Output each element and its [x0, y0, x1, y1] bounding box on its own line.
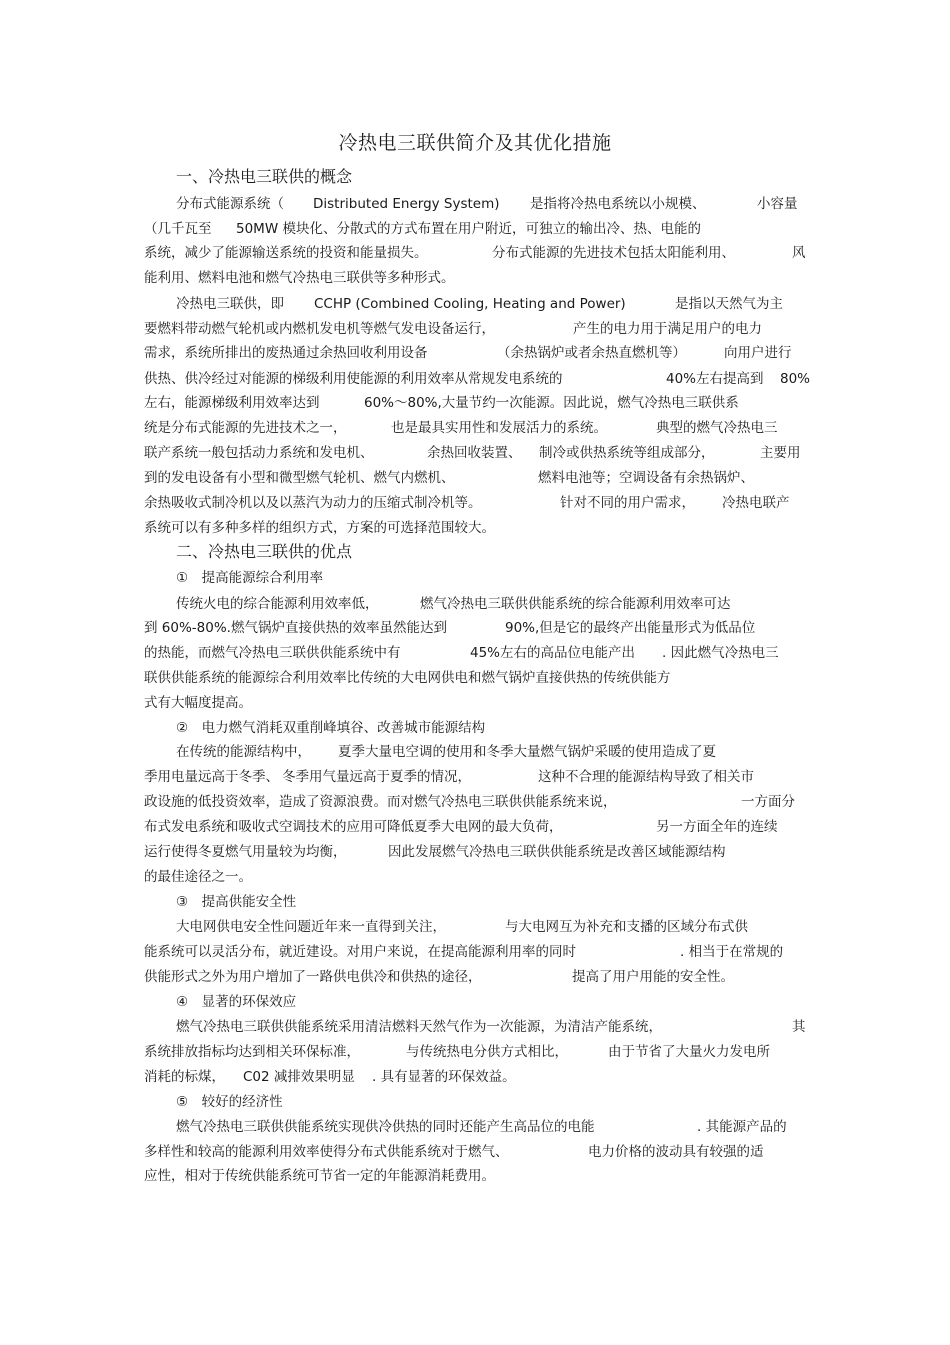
text-segment: 燃气冷热电三联供供能系统采用清洁燃料天然气作为一次能源，为清洁产能系统，: [176, 1019, 662, 1035]
text-segment: 要燃料带动燃气轮机或内燃机发电机等燃气发电设备运行，: [144, 321, 495, 337]
section-heading: 一、冷热电三联供的概念: [176, 167, 353, 186]
text-segment: CCHP (Combined Cooling, Heating and Power): [314, 296, 626, 312]
text-segment: 由于节省了大量火力发电所: [608, 1044, 770, 1060]
list-item-heading: ⑤ 较好的经济性: [176, 1094, 283, 1110]
text-segment: 分布式能源的先进技术包括太阳能利用、: [492, 245, 735, 261]
text-segment: 这种不合理的能源结构导致了相关市: [538, 769, 754, 785]
text-segment: 运行使得冬夏燃气用量较为均衡，: [144, 844, 347, 860]
text-segment: 冬季用气量远高于夏季的情况，: [282, 769, 471, 785]
text-segment: 与传统热电分供方式相比，: [406, 1044, 568, 1060]
list-item-heading: ③ 提高供能安全性: [176, 894, 297, 910]
text-segment: 风: [792, 245, 806, 261]
text-segment: . 具有显著的环保效益。: [372, 1069, 516, 1085]
text-segment: 因此发展燃气冷热电三联供供能系统是改善区域能源结构: [388, 844, 726, 860]
text-segment: . 其能源产品的: [697, 1119, 787, 1135]
list-item-heading: ① 提高能源综合利用率: [176, 570, 324, 586]
text-segment: 典型的燃气冷热电三: [656, 420, 778, 436]
text-segment: 能利用、燃料电池和燃气冷热电三联供等多种形式。: [144, 270, 455, 286]
text-segment: 需求，系统所排出的废热通过余热回收利用设备: [144, 345, 428, 361]
text-segment: 主要用: [760, 445, 801, 461]
text-segment: 夏季大量电空调的使用和冬季大量燃气锅炉采暖的使用造成了夏: [338, 744, 716, 760]
text-segment: 系统排放指标均达到相关环保标准，: [144, 1044, 360, 1060]
text-segment: 产生的电力用于满足用户的电力: [573, 321, 762, 337]
text-segment: 电力价格的波动具有较强的适: [588, 1144, 764, 1160]
text-segment: （几千瓦至: [144, 221, 212, 237]
text-segment: 供能形式之外为用户增加了一路供电供冷和供热的途径，: [144, 969, 482, 985]
text-segment: 小容量: [757, 196, 798, 212]
text-segment: 45%左右的高品位电能产出: [470, 645, 636, 661]
text-segment: 一方面分: [741, 794, 795, 810]
text-segment: 联产系统一般包括动力系统和发电机、: [144, 445, 374, 461]
text-segment: 到 60%-80%.燃气锅炉直接供热的效率虽然能达到: [144, 620, 447, 636]
text-segment: 传统火电的综合能源利用效率低，: [176, 596, 379, 612]
text-segment: . 因此燃气冷热电三: [662, 645, 779, 661]
list-item-heading: ④ 显著的环保效应: [176, 994, 297, 1010]
text-segment: Distributed Energy System): [313, 196, 500, 212]
text-segment: 与大电网互为补充和支播的区域分布式供: [505, 919, 748, 935]
text-segment: . 相当于在常规的: [680, 944, 784, 960]
text-segment: C02 减排效果明显: [243, 1069, 355, 1085]
text-segment: 其: [792, 1019, 806, 1035]
text-segment: 是指以天然气为主: [675, 296, 783, 312]
text-segment: 政设施的低投资效率，造成了资源浪费。而对燃气冷热电三联供供能系统来说，: [144, 794, 617, 810]
text-segment: 余热吸收式制冷机以及以蒸汽为动力的压缩式制冷机等。: [144, 495, 482, 511]
text-segment: 另一方面全年的连续: [656, 819, 778, 835]
text-segment: 也是最具实用性和发展活力的系统。: [391, 420, 607, 436]
text-segment: 燃气冷热电三联供供能系统实现供冷供热的同时还能产生高品位的电能: [176, 1119, 595, 1135]
text-segment: 供热、供冷经过对能源的梯级利用使能源的利用效率从常规发电系统的: [144, 371, 563, 387]
text-segment: 是指将冷热电系统以小规模、: [530, 196, 706, 212]
text-segment: 燃料电池等；空调设备有余热锅炉、: [538, 470, 754, 486]
text-segment: 提高了用户用能的安全性。: [572, 969, 734, 985]
text-segment: 统是分布式能源的先进技术之一，: [144, 420, 347, 436]
text-segment: 能系统可以灵活分布，就近建设。对用户来说，在提高能源利用率的同时: [144, 944, 576, 960]
text-segment: 的热能，而燃气冷热电三联供供能系统中有: [144, 645, 401, 661]
text-segment: 向用户进行: [724, 345, 792, 361]
text-segment: 系统，减少了能源输送系统的投资和能量损失。: [144, 245, 428, 261]
paragraph-line: 应性，相对于传统供能系统可节省一定的年能源消耗费用。: [144, 1168, 495, 1184]
text-segment: 系统可以有多种多样的组织方式，方案的可选择范围较大。: [144, 520, 495, 536]
text-segment: 冷热电联产: [722, 495, 790, 511]
paragraph-line: 式有大幅度提高。: [144, 695, 252, 711]
text-segment: 90%,但是它的最终产出能量形式为低品位: [505, 620, 756, 636]
paragraph-line: 联供供能系统的能源综合利用效率比传统的大电网供电和燃气锅炉直接供热的传统供能方: [144, 670, 671, 686]
list-item-heading: ② 电力燃气消耗双重削峰填谷、改善城市能源结构: [176, 720, 486, 736]
document-title: 冷热电三联供简介及其优化措施: [338, 132, 612, 154]
text-segment: 在传统的能源结构中，: [176, 744, 311, 760]
text-segment: 余热回收装置、: [427, 445, 522, 461]
paragraph-line: 的最佳途径之一。: [144, 869, 252, 885]
text-segment: 消耗的标煤，: [144, 1069, 225, 1085]
text-segment: 冷热电三联供，即: [176, 296, 284, 312]
text-segment: 到的发电设备有小型和微型燃气轮机、燃气内燃机、: [144, 470, 455, 486]
text-segment: 大电网供电安全性问题近年来一直得到关注，: [176, 919, 446, 935]
text-segment: 燃气冷热电三联供供能系统的综合能源利用效率可达: [420, 596, 731, 612]
text-segment: （余热锅炉或者余热直燃机等）: [497, 345, 686, 361]
section-heading: 二、冷热电三联供的优点: [176, 542, 353, 561]
text-segment: 左右，能源梯级利用效率达到: [144, 395, 320, 411]
text-segment: 针对不同的用户需求，: [560, 495, 695, 511]
text-segment: 分布式能源系统（: [176, 196, 284, 212]
text-segment: 布式发电系统和吸收式空调技术的应用可降低夏季大电网的最大负荷，: [144, 819, 563, 835]
text-segment: 80%: [780, 371, 811, 387]
text-segment: 季用电量远高于冬季、: [144, 769, 279, 785]
text-segment: 40%左右提高到: [666, 371, 764, 387]
text-segment: 50MW 模块化、分散式的方式布置在用户附近，可独立的输出冷、热、电能的: [236, 221, 701, 237]
text-segment: 多样性和较高的能源利用效率使得分布式供能系统对于燃气、: [144, 1144, 509, 1160]
text-segment: 制冷或供热系统等组成部分，: [539, 445, 715, 461]
text-segment: 60%～80%,大量节约一次能源。因此说，燃气冷热电三联供系: [364, 395, 739, 411]
